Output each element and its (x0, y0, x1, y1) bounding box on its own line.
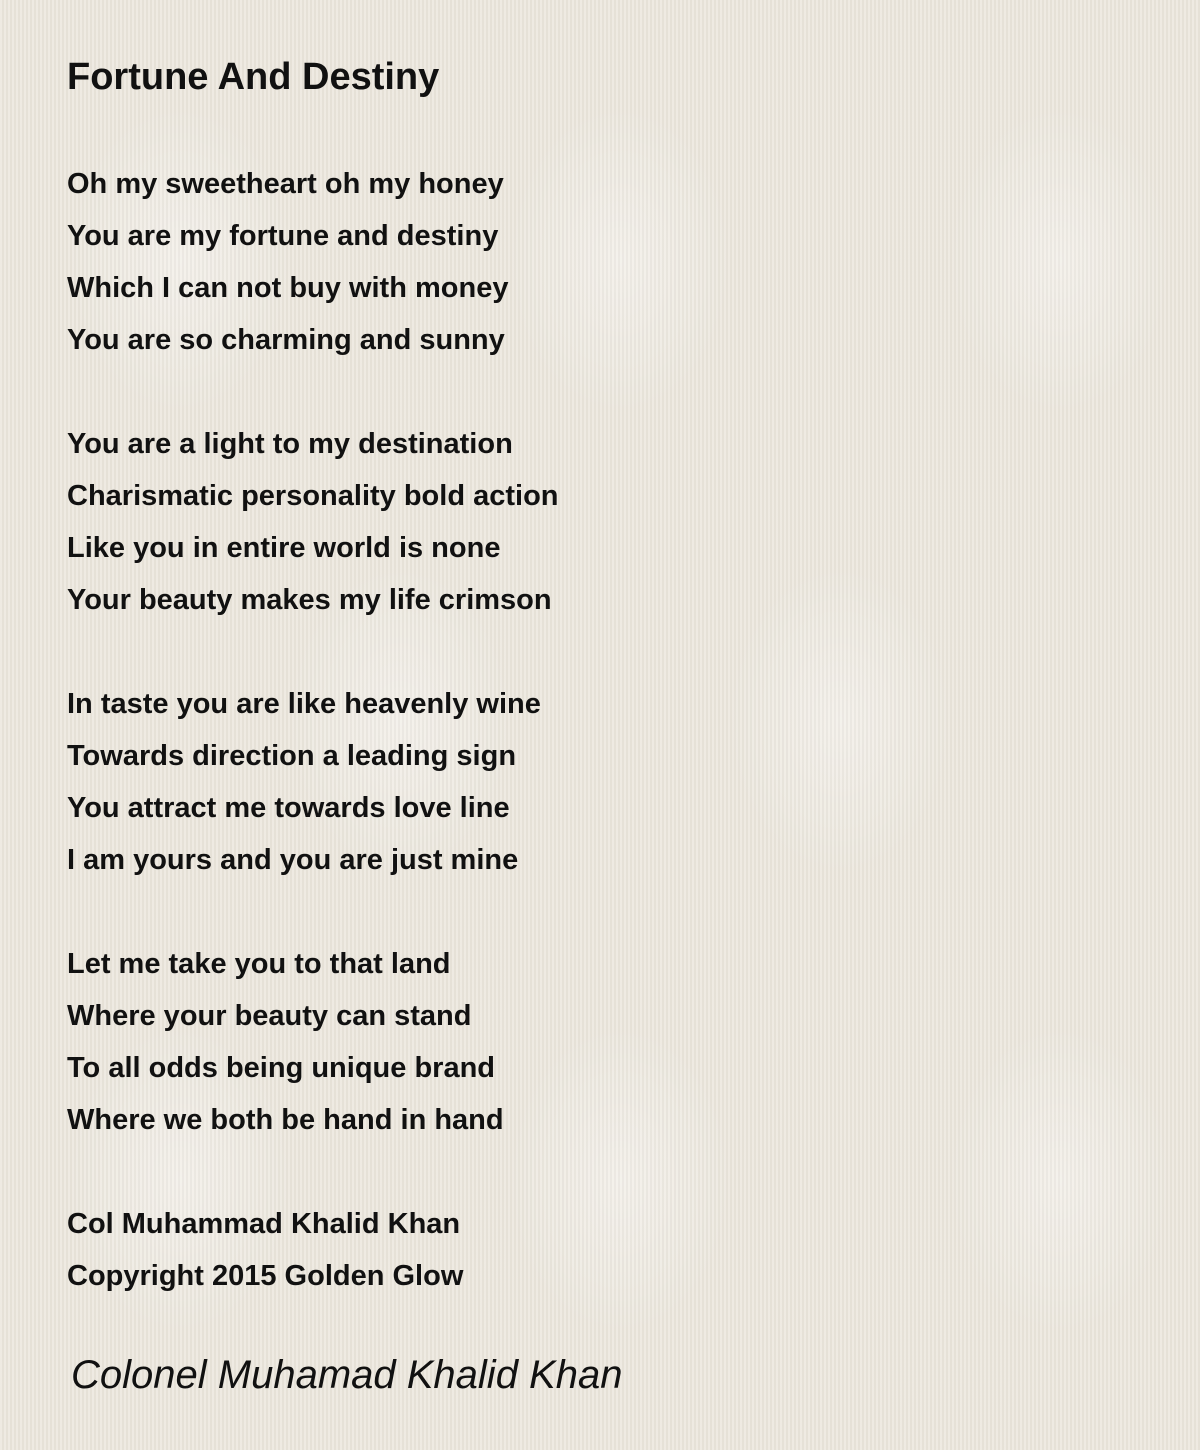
poem-line: Like you in entire world is none (67, 532, 501, 564)
poem-line: Let me take you to that land (67, 948, 451, 980)
poem-line: Your beauty makes my life crimson (67, 584, 552, 616)
author-signature: Colonel Muhamad Khalid Khan (71, 1353, 623, 1397)
poem-line: In taste you are like heavenly wine (67, 688, 541, 720)
stanza-2 (67, 418, 1127, 626)
poem-body (67, 158, 1127, 1302)
poem-line: Towards direction a leading sign (67, 740, 517, 772)
poem-line: I am yours and you are just mine (67, 844, 519, 876)
poem-line: To all odds being unique brand (67, 1052, 496, 1084)
poem-line: You are my fortune and destiny (67, 220, 499, 252)
poem-title: Fortune And Destiny (67, 56, 440, 98)
stanza-4 (67, 938, 1127, 1146)
copyright-line: Copyright 2015 Golden Glow (67, 1260, 464, 1292)
poem-line: Where we both be hand in hand (67, 1104, 504, 1136)
author-credit (67, 1198, 1127, 1302)
poem-line: Where your beauty can stand (67, 1000, 472, 1032)
poem-page (67, 52, 1127, 1354)
stanza-1 (67, 158, 1127, 366)
poem-line: Charismatic personality bold action (67, 480, 559, 512)
author-name: Col Muhammad Khalid Khan (67, 1208, 461, 1240)
stanza-3 (67, 678, 1127, 886)
poem-line: You are so charming and sunny (67, 324, 505, 356)
poem-line: Which I can not buy with money (67, 272, 509, 304)
poem-line: Oh my sweetheart oh my honey (67, 168, 504, 200)
poem-line: You are a light to my destination (67, 428, 513, 460)
poem-line: You attract me towards love line (67, 792, 510, 824)
